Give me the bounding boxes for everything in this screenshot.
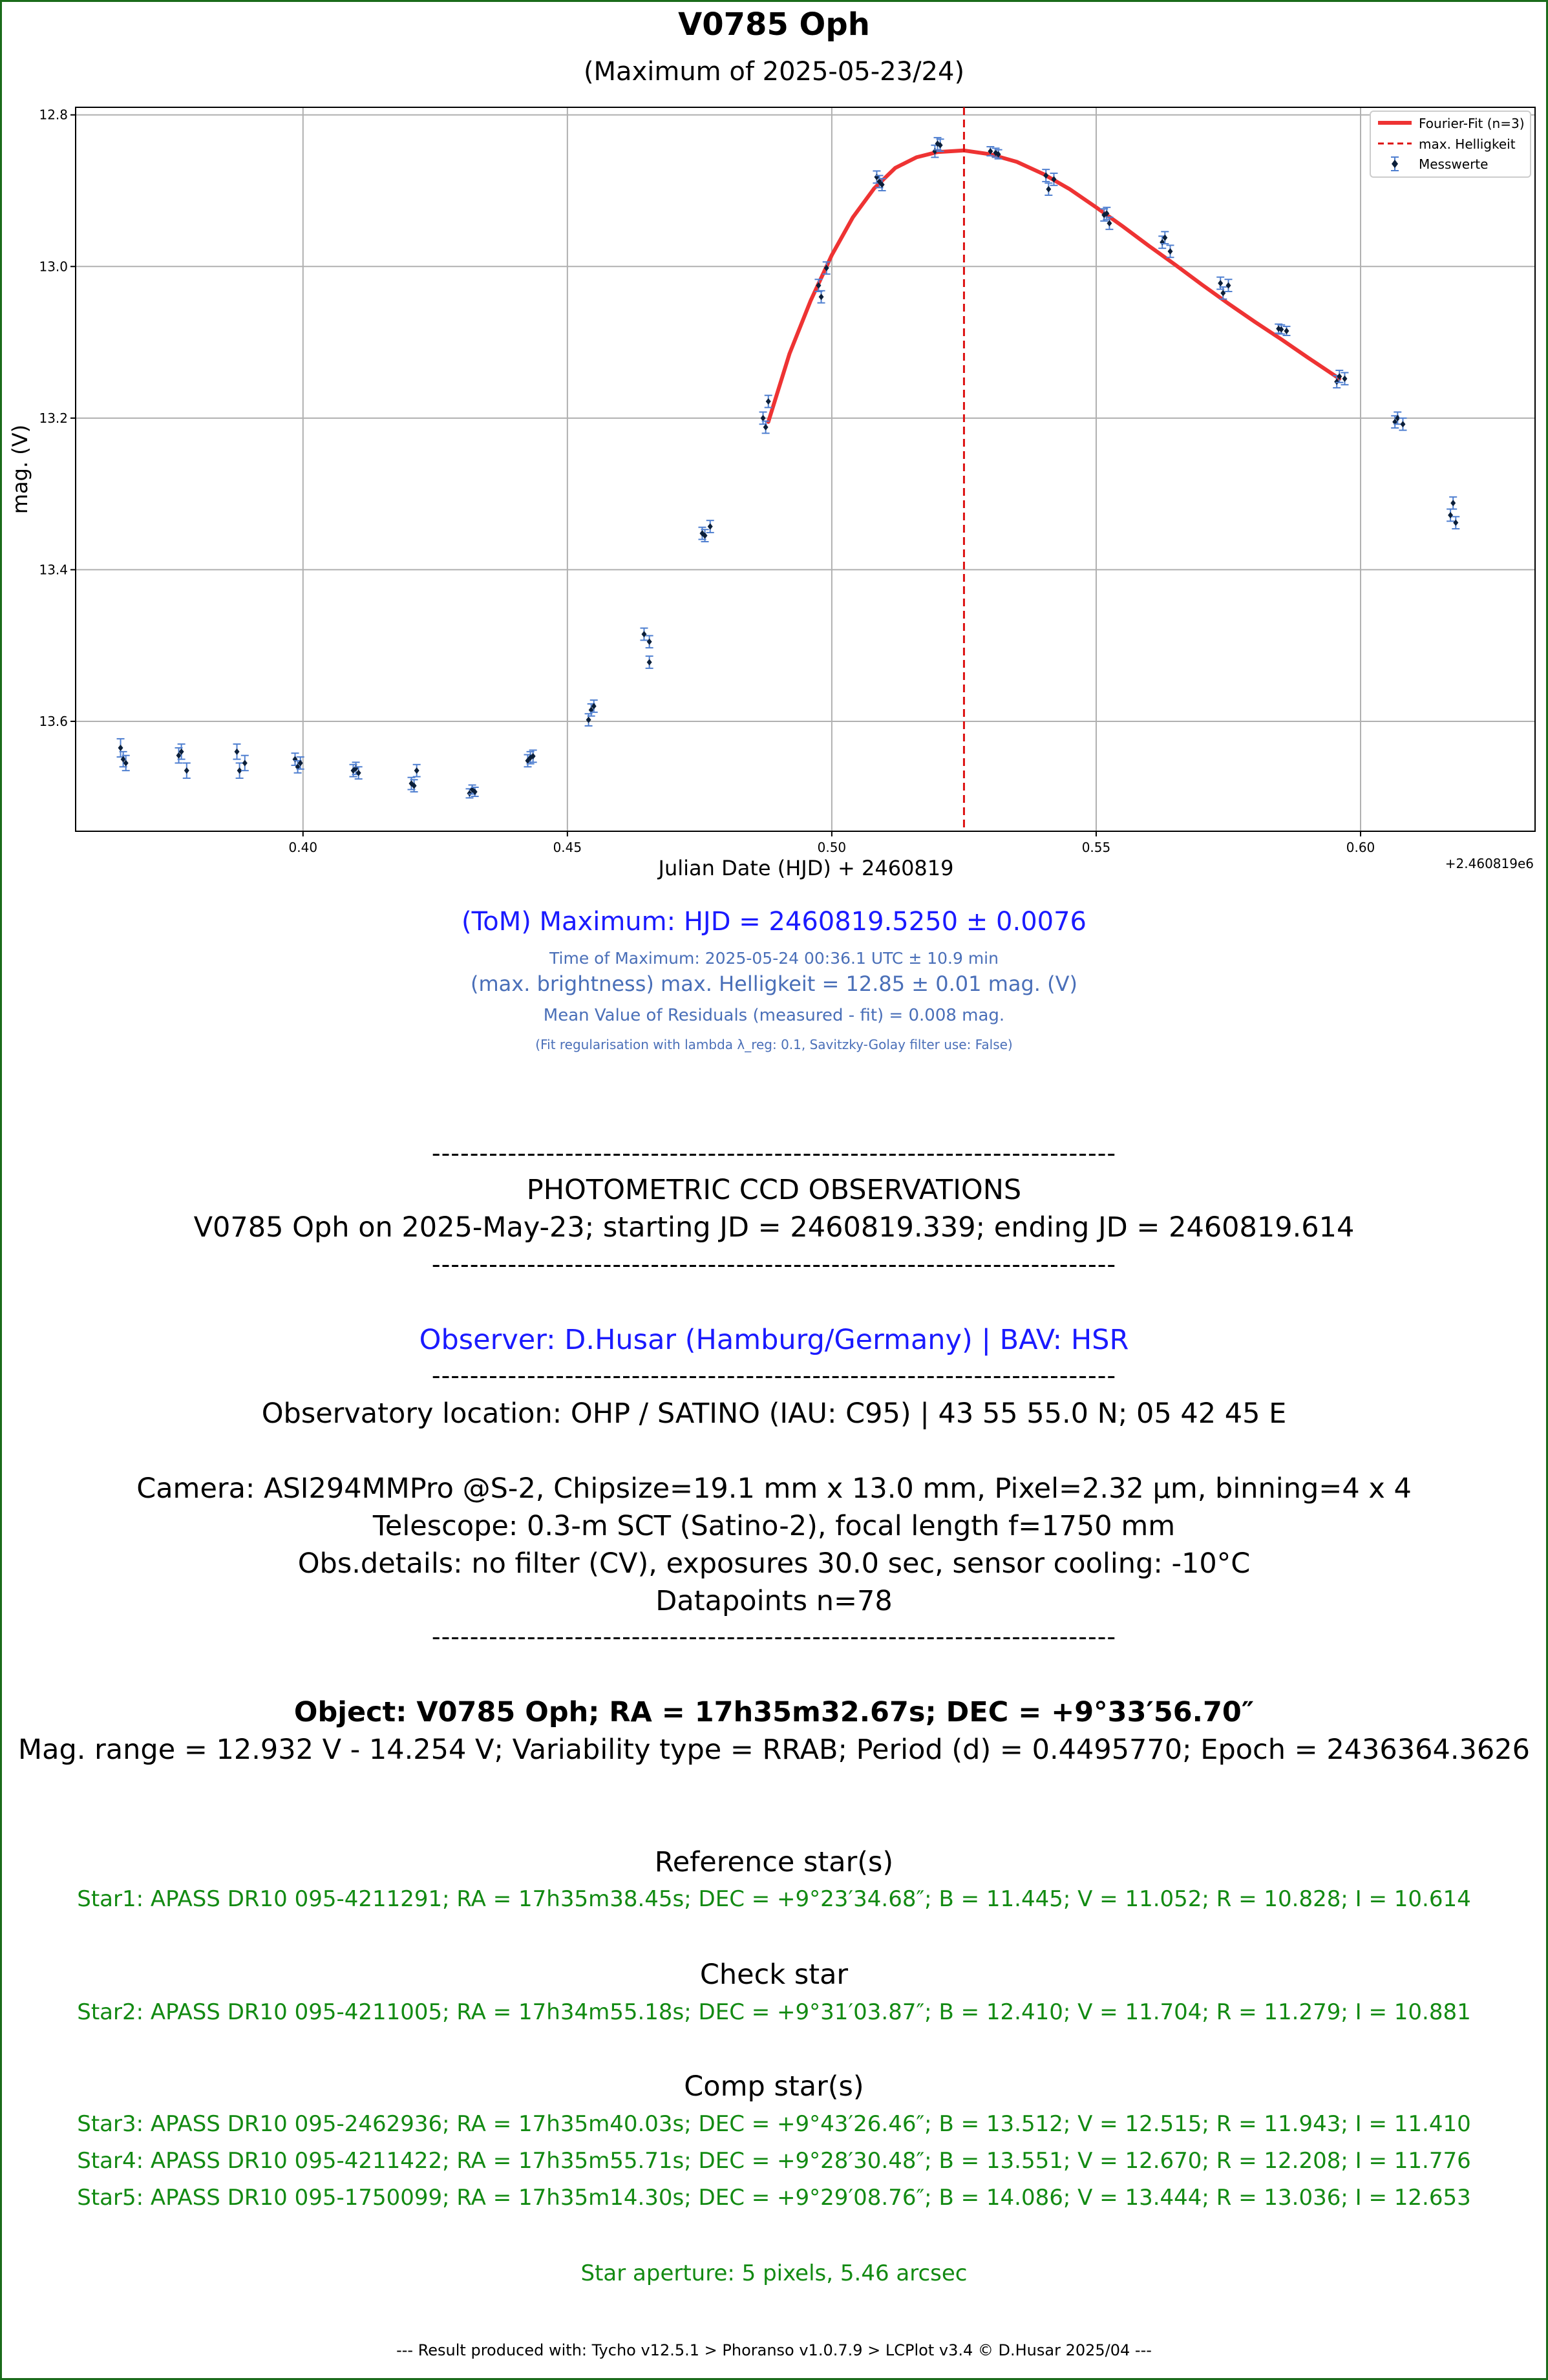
x-tick-label: 0.40 (288, 840, 318, 855)
x-tick-label: 0.60 (1346, 840, 1375, 855)
y-tick-label: 13.4 (39, 562, 68, 578)
star1-info: Star1: APASS DR10 095-4211291; RA = 17h35m38.45s; DEC = +9°23′34.68″; B = 11.445; V = 11.052; R = 10.828; I = 10.614 (77, 1886, 1471, 1912)
legend-fit-label: Fourier-Fit (n=3) (1419, 116, 1525, 131)
x-offset-label: +2.460819e6 (1445, 856, 1534, 871)
y-tick-label: 13.6 (39, 713, 68, 729)
object-info: Object: V0785 Oph; RA = 17h35m32.67s; DEC = +9°33′56.70″ (293, 1696, 1255, 1728)
point-marker (1448, 512, 1453, 518)
legend (1370, 111, 1531, 177)
point-marker (1450, 500, 1456, 506)
y-tick-label: 12.8 (39, 107, 68, 123)
separator-line: ------------------------------------------------------------------------ (431, 1622, 1117, 1651)
point-marker (1160, 239, 1165, 246)
x-axis-ticks (289, 831, 1375, 855)
comp-stars-heading: Comp star(s) (684, 2070, 864, 2103)
x-tick-label: 0.50 (817, 840, 847, 855)
point-marker (1453, 520, 1458, 526)
separator-line: ------------------------------------------------------------------------ (431, 1361, 1117, 1390)
tom-result: (ToM) Maximum: HJD = 2460819.5250 ± 0.0076 (461, 907, 1087, 937)
point-marker (708, 524, 713, 530)
point-marker (1218, 280, 1223, 286)
footer-credits: --- Result produced with: Tycho v12.5.1 > Phoranso v1.0.7.9 > LCPlot v3.4 © D.Husar 2025/04 --- (396, 2341, 1152, 2359)
point-marker (1400, 421, 1405, 427)
point-marker (1046, 186, 1051, 193)
star4-info: Star4: APASS DR10 095-4211422; RA = 17h35m55.71s; DEC = +9°28′30.48″; B = 13.551; V = 12.670; R = 12.208; I = 11.776 (77, 2148, 1471, 2174)
point-marker (763, 424, 769, 430)
y-tick-label: 13.2 (39, 410, 68, 426)
separator-line: ------------------------------------------------------------------------ (431, 1139, 1117, 1167)
point-marker (641, 631, 646, 637)
data-point (706, 520, 714, 533)
point-marker (235, 749, 240, 755)
data-point (1449, 497, 1457, 509)
light-curve-chart (0, 97, 1548, 892)
point-marker (1162, 235, 1167, 241)
legend-points-label: Messwerte (1419, 156, 1489, 172)
data-point (233, 744, 241, 759)
point-marker (761, 415, 766, 421)
point-marker (1284, 328, 1289, 334)
point-marker (1220, 290, 1225, 296)
point-marker (356, 770, 361, 776)
point-marker (1225, 282, 1231, 289)
data-point (765, 396, 772, 408)
points-layer (117, 138, 1460, 798)
legend-max-label: max. Helligkeit (1419, 136, 1516, 152)
mean-residuals: Mean Value of Residuals (measured - fit) = 0.008 mag. (543, 1006, 1005, 1025)
point-marker (819, 293, 824, 300)
data-point (183, 763, 191, 778)
mag-range: Mag. range = 12.932 V - 14.254 V; Variability type = RRAB; Period (d) = 0.4495770; Epoch = 2436364.3626 (18, 1734, 1530, 1766)
point-marker (874, 174, 879, 180)
point-marker (647, 639, 652, 645)
y-tick-label: 13.0 (39, 259, 68, 275)
point-marker (586, 717, 591, 723)
data-point (818, 291, 825, 303)
separator-line: ------------------------------------------------------------------------ (431, 1250, 1117, 1279)
fourier-fit-line (769, 151, 1340, 422)
data-point (646, 656, 653, 668)
point-marker (1342, 376, 1347, 382)
camera-info: Camera: ASI294MMPro @S-2, Chipsize=19.1 mm x 13.0 mm, Pixel=2.32 µm, binning=4 x 4 (136, 1472, 1412, 1505)
fit-regularisation: (Fit regularisation with lambda λ_reg: 0.1, Savitzky-Golay filter use: False) (535, 1037, 1013, 1052)
x-tick-label: 0.55 (1081, 840, 1111, 855)
datapoints-count: Datapoints n=78 (655, 1585, 893, 1617)
telescope-info: Telescope: 0.3-m SCT (Satino-2), focal length f=1750 mm (372, 1510, 1176, 1542)
x-axis-label: Julian Date (HJD) + 2460819 (658, 856, 954, 880)
data-point (1167, 245, 1174, 257)
chart-title: V0785 Oph (678, 6, 870, 43)
point-marker (1168, 248, 1173, 255)
star5-info: Star5: APASS DR10 095-1750099; RA = 17h35m14.30s; DEC = +9°29′08.76″; B = 14.086; V = 13.444; R = 13.036; I = 12.653 (77, 2185, 1471, 2211)
chart-subtitle: (Maximum of 2025-05-23/24) (583, 57, 965, 87)
reference-stars-heading: Reference star(s) (654, 1846, 894, 1878)
point-marker (184, 767, 189, 774)
time-of-maximum: Time of Maximum: 2025-05-24 00:36.1 UTC ± 10.9 min (549, 949, 999, 968)
point-marker (766, 398, 771, 405)
point-marker (414, 767, 419, 774)
observations-heading: PHOTOMETRIC CCD OBSERVATIONS (526, 1174, 1022, 1206)
y-axis-label: mag. (V) (8, 424, 32, 515)
point-marker (647, 659, 652, 665)
max-brightness: (max. brightness) max. Helligkeit = 12.85 ± 0.01 mag. (V) (471, 972, 1077, 996)
star2-info: Star2: APASS DR10 095-4211005; RA = 17h34m55.18s; DEC = +9°31′03.87″; B = 12.410; V = 11.704; R = 11.279; I = 10.881 (77, 1999, 1471, 2025)
data-point (640, 628, 648, 641)
data-point (413, 765, 421, 777)
y-axis-ticks (39, 107, 76, 729)
data-point (646, 635, 653, 648)
fit-layer (769, 151, 1340, 422)
observation-run: V0785 Oph on 2025-May-23; starting JD = 2460819.339; ending JD = 2460819.614 (193, 1211, 1355, 1244)
check-star-heading: Check star (699, 1959, 849, 1991)
data-point (1224, 279, 1232, 292)
star3-info: Star3: APASS DR10 095-2462936; RA = 17h35m40.03s; DEC = +9°43′26.46″; B = 13.512; V = 12.515; R = 11.943; I = 11.410 (77, 2111, 1471, 2137)
data-point (1452, 516, 1459, 529)
x-tick-label: 0.45 (553, 840, 582, 855)
point-marker (242, 760, 248, 766)
plot-frame (76, 107, 1535, 831)
star-aperture: Star aperture: 5 pixels, 5.46 arcsec (580, 2260, 968, 2286)
observatory-location: Observatory location: OHP / SATINO (IAU: C95) | 43 55 55.0 N; 05 42 45 E (261, 1397, 1287, 1430)
observer: Observer: D.Husar (Hamburg/Germany) | BAV: HSR (419, 1324, 1129, 1356)
data-point (1447, 509, 1454, 522)
obs-details: Obs.details: no filter (CV), exposures 30.0 sec, sensor cooling: -10°C (297, 1547, 1251, 1580)
point-marker (118, 745, 123, 751)
chart-grid (76, 107, 1535, 831)
